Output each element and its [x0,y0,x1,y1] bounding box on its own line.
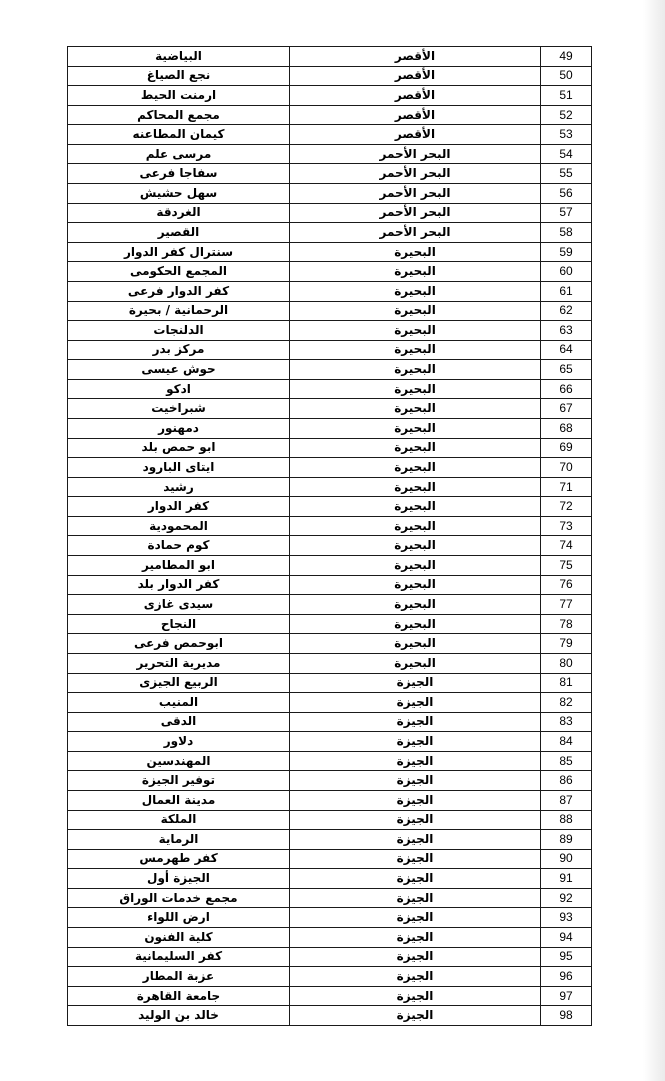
governorate-cell: الجيزة [290,986,541,1006]
row-number-cell: 77 [541,595,592,615]
row-number-cell: 92 [541,888,592,908]
office-name-cell: كفر الدوار فرعى [68,281,290,301]
office-name-cell: المهندسين [68,751,290,771]
table-row [68,810,592,830]
governorate-cell: الجيزة [290,830,541,850]
governorate-cell: الأقصر [290,66,541,86]
governorate-cell: الجيزة [290,928,541,948]
governorate-cell: الجيزة [290,771,541,791]
table-row [68,477,592,497]
table-row [68,908,592,928]
governorate-cell: الجيزة [290,712,541,732]
table-row [68,418,592,438]
table-row [68,947,592,967]
governorate-cell: البحيرة [290,262,541,282]
row-number-cell: 98 [541,1006,592,1026]
row-number-cell: 94 [541,928,592,948]
governorate-cell: الأقصر [290,86,541,106]
office-name-cell: خالد بن الوليد [68,1006,290,1026]
table-row [68,790,592,810]
row-number-cell: 64 [541,340,592,360]
table-row [68,634,592,654]
governorate-cell: الجيزة [290,869,541,889]
office-name-cell: جامعة القاهرة [68,986,290,1006]
governorate-cell: البحر الأحمر [290,184,541,204]
row-number-cell: 88 [541,810,592,830]
table-row [68,223,592,243]
table-row [68,497,592,517]
office-name-cell: كفر طهرمس [68,849,290,869]
table-row [68,575,592,595]
row-number-cell: 60 [541,262,592,282]
office-name-cell: الرماية [68,830,290,850]
row-number-cell: 51 [541,86,592,106]
office-name-cell: كلية الفنون [68,928,290,948]
governorate-cell: البحيرة [290,614,541,634]
table-body [68,47,592,1026]
governorate-cell: البحيرة [290,634,541,654]
governorate-cell: الأقصر [290,125,541,145]
row-number-cell: 50 [541,66,592,86]
row-number-cell: 52 [541,105,592,125]
table-row [68,399,592,419]
office-name-cell: النجاح [68,614,290,634]
row-number-cell: 76 [541,575,592,595]
table-row [68,751,592,771]
table-row [68,438,592,458]
row-number-cell: 67 [541,399,592,419]
office-name-cell: المجمع الحكومى [68,262,290,282]
governorate-cell: البحيرة [290,438,541,458]
office-name-cell: حوش عيسى [68,360,290,380]
row-number-cell: 85 [541,751,592,771]
governorate-cell: البحيرة [290,536,541,556]
row-number-cell: 97 [541,986,592,1006]
row-number-cell: 80 [541,653,592,673]
governorate-cell: البحر الأحمر [290,203,541,223]
row-number-cell: 54 [541,144,592,164]
office-name-cell: ابو المطامير [68,556,290,576]
branches-table [67,46,592,1026]
row-number-cell: 87 [541,790,592,810]
table-row [68,830,592,850]
office-name-cell: الربيع الجيزى [68,673,290,693]
table-row [68,888,592,908]
governorate-cell: البحيرة [290,340,541,360]
row-number-cell: 83 [541,712,592,732]
table-row [68,556,592,576]
governorate-cell: البحيرة [290,556,541,576]
office-name-cell: سفاجا فرعى [68,164,290,184]
office-name-cell: مرسى علم [68,144,290,164]
row-number-cell: 56 [541,184,592,204]
row-number-cell: 55 [541,164,592,184]
governorate-cell: البحيرة [290,321,541,341]
table-row [68,653,592,673]
table-row [68,262,592,282]
row-number-cell: 81 [541,673,592,693]
governorate-cell: الجيزة [290,751,541,771]
office-name-cell: شبراخيت [68,399,290,419]
table-row [68,86,592,106]
governorate-cell: الجيزة [290,732,541,752]
governorate-cell: الجيزة [290,1006,541,1026]
office-name-cell: سهل حشيش [68,184,290,204]
office-name-cell: المحمودية [68,516,290,536]
office-name-cell: مديرية التحرير [68,653,290,673]
governorate-cell: البحيرة [290,477,541,497]
table-row [68,693,592,713]
row-number-cell: 66 [541,379,592,399]
row-number-cell: 90 [541,849,592,869]
governorate-cell: البحيرة [290,399,541,419]
governorate-cell: البحيرة [290,301,541,321]
row-number-cell: 95 [541,947,592,967]
office-name-cell: سيدى غازى [68,595,290,615]
table-row [68,203,592,223]
table-row [68,614,592,634]
governorate-cell: البحيرة [290,281,541,301]
office-name-cell: كوم حمادة [68,536,290,556]
governorate-cell: الجيزة [290,693,541,713]
row-number-cell: 71 [541,477,592,497]
governorate-cell: البحيرة [290,653,541,673]
table-row [68,536,592,556]
row-number-cell: 69 [541,438,592,458]
row-number-cell: 82 [541,693,592,713]
office-name-cell: كفر الدوار بلد [68,575,290,595]
table-row [68,47,592,67]
office-name-cell: ارض اللواء [68,908,290,928]
row-number-cell: 65 [541,360,592,380]
table-row [68,732,592,752]
office-name-cell: ايتاى البارود [68,458,290,478]
table-row [68,66,592,86]
row-number-cell: 79 [541,634,592,654]
governorate-cell: البحيرة [290,516,541,536]
office-name-cell: الغردقة [68,203,290,223]
table-row [68,281,592,301]
row-number-cell: 96 [541,967,592,987]
office-name-cell: ادكو [68,379,290,399]
office-name-cell: الدلنجات [68,321,290,341]
governorate-cell: البحر الأحمر [290,164,541,184]
governorate-cell: الجيزة [290,849,541,869]
row-number-cell: 61 [541,281,592,301]
row-number-cell: 63 [541,321,592,341]
table-row [68,360,592,380]
governorate-cell: الأقصر [290,47,541,67]
row-number-cell: 74 [541,536,592,556]
row-number-cell: 93 [541,908,592,928]
office-name-cell: الرحمانية / بحيرة [68,301,290,321]
office-name-cell: الدقى [68,712,290,732]
page-edge-shadow [643,0,665,1081]
table-row [68,516,592,536]
office-name-cell: مركز بدر [68,340,290,360]
office-name-cell: ابو حمص بلد [68,438,290,458]
table-row [68,164,592,184]
row-number-cell: 58 [541,223,592,243]
governorate-cell: الجيزة [290,810,541,830]
table-row [68,105,592,125]
row-number-cell: 86 [541,771,592,791]
governorate-cell: الجيزة [290,947,541,967]
row-number-cell: 72 [541,497,592,517]
governorate-cell: البحيرة [290,575,541,595]
office-name-cell: القصير [68,223,290,243]
office-name-cell: سنترال كفر الدوار [68,242,290,262]
table-row [68,869,592,889]
table-row [68,928,592,948]
row-number-cell: 49 [541,47,592,67]
row-number-cell: 62 [541,301,592,321]
table-row [68,321,592,341]
table-row [68,184,592,204]
governorate-cell: الجيزة [290,888,541,908]
table-row [68,595,592,615]
office-name-cell: الملكة [68,810,290,830]
table-row [68,986,592,1006]
row-number-cell: 78 [541,614,592,634]
office-name-cell: ارمنت الحيط [68,86,290,106]
table-row [68,849,592,869]
governorate-cell: البحيرة [290,418,541,438]
governorate-cell: البحيرة [290,595,541,615]
row-number-cell: 59 [541,242,592,262]
row-number-cell: 70 [541,458,592,478]
governorate-cell: الجيزة [290,790,541,810]
governorate-cell: الجيزة [290,908,541,928]
table-row [68,340,592,360]
office-name-cell: دلاور [68,732,290,752]
office-name-cell: مدينة العمال [68,790,290,810]
office-name-cell: كفر الدوار [68,497,290,517]
office-name-cell: الجيزة أول [68,869,290,889]
table-row [68,301,592,321]
row-number-cell: 91 [541,869,592,889]
table-row [68,144,592,164]
governorate-cell: الجيزة [290,967,541,987]
row-number-cell: 53 [541,125,592,145]
table-row [68,125,592,145]
office-name-cell: مجمع المحاكم [68,105,290,125]
table-row [68,771,592,791]
governorate-cell: الجيزة [290,673,541,693]
row-number-cell: 68 [541,418,592,438]
governorate-cell: البحر الأحمر [290,223,541,243]
row-number-cell: 75 [541,556,592,576]
table-row [68,967,592,987]
office-name-cell: رشيد [68,477,290,497]
office-name-cell: نجع الصياغ [68,66,290,86]
table-row [68,1006,592,1026]
governorate-cell: البحر الأحمر [290,144,541,164]
governorate-cell: البحيرة [290,458,541,478]
table-row [68,242,592,262]
table-row [68,673,592,693]
table-row [68,458,592,478]
governorate-cell: البحيرة [290,242,541,262]
row-number-cell: 73 [541,516,592,536]
governorate-cell: البحيرة [290,360,541,380]
row-number-cell: 84 [541,732,592,752]
office-name-cell: كفر السليمانية [68,947,290,967]
office-name-cell: مجمع خدمات الوراق [68,888,290,908]
governorate-cell: البحيرة [290,497,541,517]
row-number-cell: 89 [541,830,592,850]
office-name-cell: كيمان المطاعنه [68,125,290,145]
office-name-cell: البياضية [68,47,290,67]
table-row [68,712,592,732]
office-name-cell: عزبة المطار [68,967,290,987]
office-name-cell: دمهنور [68,418,290,438]
table-row [68,379,592,399]
governorate-cell: البحيرة [290,379,541,399]
office-name-cell: توفير الجيزة [68,771,290,791]
governorate-cell: الأقصر [290,105,541,125]
row-number-cell: 57 [541,203,592,223]
office-name-cell: المنيب [68,693,290,713]
office-name-cell: ابوحمص فرعى [68,634,290,654]
